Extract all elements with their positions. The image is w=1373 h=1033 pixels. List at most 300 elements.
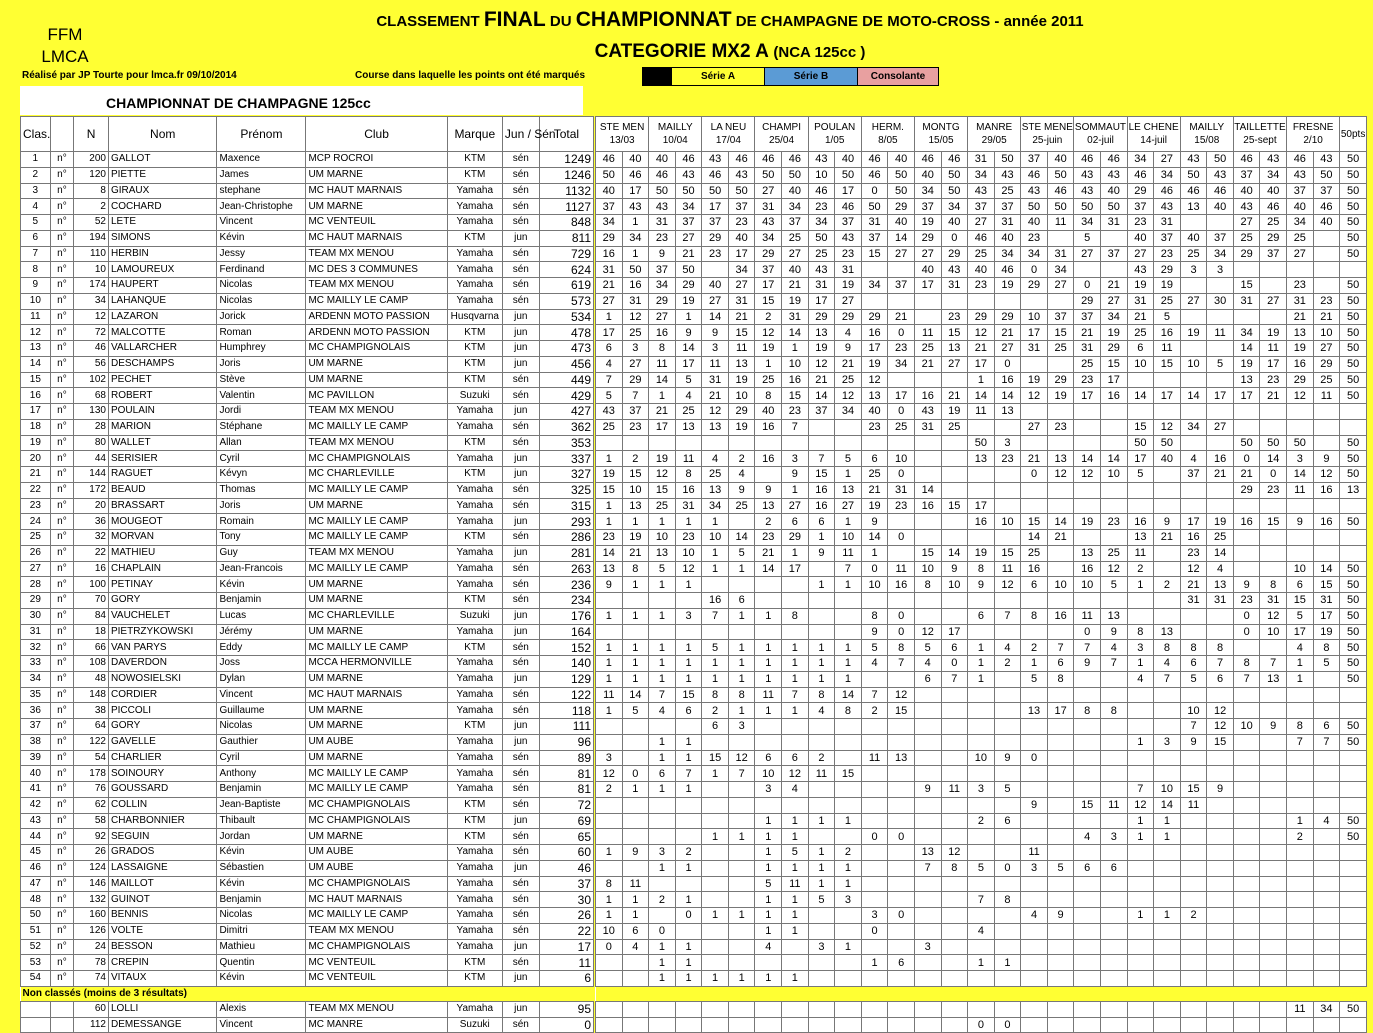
rider-first-name: Jessy	[217, 246, 306, 262]
race-points-a: 14	[861, 530, 888, 546]
race-points-a: 17	[808, 293, 835, 309]
race-points-a	[914, 593, 941, 609]
race-points-a	[702, 734, 729, 750]
race-points-a: 40	[914, 167, 941, 183]
race-points-b: 21	[994, 325, 1021, 341]
race-points-a: 34	[1021, 246, 1048, 262]
race-points-a	[1180, 860, 1207, 876]
race-points-a: 3	[1021, 860, 1048, 876]
race-points-b: 15	[1154, 356, 1181, 372]
race-points-a: 5	[702, 640, 729, 656]
rider-first-name: Jorick	[217, 309, 306, 325]
race-points-a: 1	[702, 829, 729, 845]
race-points-b	[941, 892, 968, 908]
race-points-b: 14	[888, 230, 915, 246]
age-class: jun	[502, 734, 539, 750]
race-header: TAILLETTE 25-sept	[1233, 117, 1286, 152]
race-points-b: 29	[1260, 230, 1287, 246]
race-points-a: 1	[1127, 813, 1154, 829]
race-points-b: 40	[888, 215, 915, 231]
rider-number: 26	[74, 845, 109, 861]
race-points-a: 50	[968, 435, 995, 451]
table-row	[21, 167, 594, 183]
standings-table	[20, 116, 594, 1033]
race-points-b: 1	[622, 892, 649, 908]
club: MC VENTEUIL	[306, 215, 447, 231]
race-points-a: 7	[702, 608, 729, 624]
column-header: Total	[539, 117, 593, 152]
race-points-a: 9	[1287, 514, 1314, 530]
race-points-b: 25	[994, 183, 1021, 199]
race-points-b: 8	[1100, 703, 1127, 719]
race-points-b	[941, 293, 968, 309]
race-points-b	[1047, 1001, 1074, 1017]
club: MC MAILLY LE CAMP	[306, 782, 447, 798]
race-points-b: 13	[1154, 624, 1181, 640]
bonus-points: 50	[1340, 608, 1367, 624]
race-points-b: 14	[675, 341, 702, 357]
rider-first-name: Benjamin	[217, 782, 306, 798]
race-points-a	[1287, 782, 1314, 798]
total-points: 37	[539, 876, 593, 892]
race-points-b: 16	[1313, 482, 1340, 498]
race-points-b	[675, 1017, 702, 1033]
race-points-a: 34	[1180, 419, 1207, 435]
race-points-a	[1233, 750, 1260, 766]
race-points-a: 1	[596, 908, 623, 924]
race-points-b: 40	[1207, 199, 1234, 215]
race-points-b: 29	[941, 246, 968, 262]
total-points: 286	[539, 530, 593, 546]
race-points-b: 6	[782, 514, 809, 530]
race-points-b: 1	[728, 829, 755, 845]
race-points-b: 13	[941, 341, 968, 357]
race-points-a	[649, 908, 676, 924]
race-points-b: 11	[1154, 341, 1181, 357]
race-points-b	[1313, 278, 1340, 294]
race-points-a: 19	[1233, 356, 1260, 372]
race-points-a: 19	[755, 341, 782, 357]
race-header: STE MEN 13/03	[596, 117, 649, 152]
race-points-a: 7	[861, 687, 888, 703]
race-points-b	[1260, 561, 1287, 577]
race-points-a: 21	[1074, 325, 1101, 341]
club: TEAM MX MENOU	[306, 545, 447, 561]
total-points: 236	[539, 577, 593, 593]
race-points-b: 5	[835, 451, 862, 467]
race-points-b	[728, 876, 755, 892]
race-points-b: 25	[1100, 545, 1127, 561]
rider-last-name: GALLOT	[108, 152, 216, 168]
points-row	[596, 593, 1367, 609]
race-points-b: 23	[888, 341, 915, 357]
table-row	[21, 545, 594, 561]
rider-last-name: MATHIEU	[108, 545, 216, 561]
race-points-a	[861, 671, 888, 687]
race-points-b	[1154, 467, 1181, 483]
race-points-b: 14	[835, 687, 862, 703]
race-points-b: 1	[728, 671, 755, 687]
race-points-b	[1207, 1001, 1234, 1017]
race-points-b	[622, 734, 649, 750]
race-points-a: 12	[649, 467, 676, 483]
race-points-a: 9	[649, 246, 676, 262]
race-points-b: 10	[1313, 325, 1340, 341]
club: MCCA HERMONVILLE	[306, 656, 447, 672]
race-points-a	[1127, 892, 1154, 908]
race-points-a: 8	[861, 608, 888, 624]
race-points-b	[941, 482, 968, 498]
race-points-b	[888, 545, 915, 561]
race-points-b	[782, 593, 809, 609]
race-points-a: 34	[1074, 215, 1101, 231]
race-points-b: 1	[782, 545, 809, 561]
race-points-b	[1047, 845, 1074, 861]
race-points-b	[941, 451, 968, 467]
race-points-b	[1100, 530, 1127, 546]
race-points-b: 1	[835, 876, 862, 892]
race-points-b	[728, 813, 755, 829]
race-points-b: 1	[675, 782, 702, 798]
race-points-b: 13	[1260, 671, 1287, 687]
race-points-a: 19	[861, 356, 888, 372]
race-points-a	[755, 467, 782, 483]
rider-last-name: DESCHAMPS	[108, 356, 216, 372]
race-points-b: 10	[835, 530, 862, 546]
race-points-b	[1100, 687, 1127, 703]
race-points-a: 7	[1074, 640, 1101, 656]
bonus-points: 50	[1340, 246, 1367, 262]
rider-last-name: DEMESSANGE	[108, 1017, 216, 1033]
race-points-a: 50	[861, 199, 888, 215]
race-points-a: 27	[1233, 215, 1260, 231]
race-points-a	[1233, 703, 1260, 719]
race-points-b: 34	[1047, 262, 1074, 278]
race-points-b	[1047, 356, 1074, 372]
race-points-b	[1100, 262, 1127, 278]
race-points-b: 7	[728, 766, 755, 782]
total-points: 0	[539, 1017, 593, 1033]
race-points-a: 1	[1287, 813, 1314, 829]
total-points: 449	[539, 372, 593, 388]
race-points-a: 19	[808, 341, 835, 357]
brand: KTM	[447, 955, 502, 971]
points-row	[596, 923, 1367, 939]
race-points-a: 17	[1180, 514, 1207, 530]
race-points-a	[808, 593, 835, 609]
race-points-a: 1	[755, 908, 782, 924]
race-points-b: 23	[1154, 246, 1181, 262]
race-points-b: 1	[622, 671, 649, 687]
race-points-a: 6	[1127, 341, 1154, 357]
race-points-b	[888, 860, 915, 876]
race-points-a: 23	[649, 230, 676, 246]
race-points-b: 9	[941, 561, 968, 577]
race-points-a	[702, 892, 729, 908]
race-points-a: 16	[755, 419, 782, 435]
bonus-points: 50	[1340, 152, 1367, 168]
race-points-a	[914, 892, 941, 908]
rider-number: 78	[74, 955, 109, 971]
age-class: jun	[502, 404, 539, 420]
race-points-b: 0	[941, 656, 968, 672]
race-points-a: 43	[702, 152, 729, 168]
race-points-b: 10	[1047, 577, 1074, 593]
bonus-points: 50	[1340, 577, 1367, 593]
rank: 42	[21, 797, 51, 813]
race-points-b	[941, 435, 968, 451]
race-points-b	[675, 829, 702, 845]
race-points-a	[1180, 750, 1207, 766]
race-points-a	[968, 797, 995, 813]
points-table	[595, 116, 1367, 1033]
bonus-points: 13	[1340, 482, 1367, 498]
race-points-b	[1154, 545, 1181, 561]
points-row	[596, 829, 1367, 845]
race-points-a: 43	[808, 152, 835, 168]
race-points-b: 40	[994, 230, 1021, 246]
race-points-a: 6	[861, 451, 888, 467]
club: TEAM MX MENOU	[306, 435, 447, 451]
club: MC MAILLY LE CAMP	[306, 766, 447, 782]
race-points-a: 23	[1287, 278, 1314, 294]
race-points-b	[994, 829, 1021, 845]
spacer	[596, 986, 1367, 1001]
race-points-b	[1100, 813, 1127, 829]
race-points-b: 27	[941, 356, 968, 372]
race-points-a: 23	[1233, 593, 1260, 609]
race-points-b	[1260, 971, 1287, 987]
race-points-b: 13	[888, 750, 915, 766]
club: TEAM MX MENOU	[306, 1001, 447, 1017]
race-points-b: 37	[1207, 230, 1234, 246]
race-points-b	[728, 435, 755, 451]
race-points-b: 1	[1154, 813, 1181, 829]
total-points: 325	[539, 482, 593, 498]
race-points-b: 40	[782, 183, 809, 199]
race-points-a: 13	[755, 498, 782, 514]
race-points-a	[1180, 971, 1207, 987]
club: MC MAILLY LE CAMP	[306, 561, 447, 577]
race-points-a	[1021, 1017, 1048, 1033]
rider-number: 56	[74, 356, 109, 372]
race-points-a: 16	[1127, 514, 1154, 530]
rider-last-name: GUINOT	[108, 892, 216, 908]
race-points-b: 27	[888, 246, 915, 262]
race-points-a: 40	[861, 404, 888, 420]
points-row	[596, 152, 1367, 168]
rank: 6	[21, 230, 51, 246]
race-points-b	[1260, 640, 1287, 656]
rank: 35	[21, 687, 51, 703]
race-points-b: 25	[1207, 530, 1234, 546]
race-points-b: 50	[1047, 199, 1074, 215]
race-points-a: 17	[1233, 388, 1260, 404]
number-prefix: n°	[50, 671, 74, 687]
race-points-a: 5	[808, 892, 835, 908]
race-points-a	[914, 514, 941, 530]
rider-number: 16	[74, 561, 109, 577]
rider-last-name: RAGUET	[108, 467, 216, 483]
brand: KTM	[447, 467, 502, 483]
race-points-b: 11	[1260, 341, 1287, 357]
points-row	[596, 608, 1367, 624]
race-points-a	[1233, 971, 1260, 987]
club: ARDENN MOTO PASSION	[306, 309, 447, 325]
race-points-b: 23	[1047, 419, 1074, 435]
race-points-b	[782, 797, 809, 813]
table-row	[21, 593, 594, 609]
race-points-a: 10	[702, 530, 729, 546]
race-points-b	[728, 923, 755, 939]
race-points-b	[1260, 908, 1287, 924]
rider-first-name: Kévin	[217, 577, 306, 593]
race-points-a: 40	[968, 262, 995, 278]
race-points-b: 34	[675, 199, 702, 215]
race-points-b	[1100, 955, 1127, 971]
brand: Yamaha	[447, 199, 502, 215]
race-points-a: 11	[914, 325, 941, 341]
race-points-b: 10	[1260, 624, 1287, 640]
race-points-a	[808, 624, 835, 640]
race-points-a: 5	[1180, 671, 1207, 687]
rank: 30	[21, 608, 51, 624]
club: MC CHAMPIGNOLAIS	[306, 939, 447, 955]
race-points-b	[1260, 498, 1287, 514]
race-points-b: 29	[1313, 356, 1340, 372]
race-points-a: 11	[596, 687, 623, 703]
race-points-a	[1021, 813, 1048, 829]
race-points-a	[808, 923, 835, 939]
race-points-a	[1021, 971, 1048, 987]
race-points-b	[622, 624, 649, 640]
rider-first-name: Kévin	[217, 845, 306, 861]
race-points-b: 6	[1100, 860, 1127, 876]
race-points-a: 27	[968, 215, 995, 231]
race-points-b: 27	[782, 498, 809, 514]
race-points-a	[702, 624, 729, 640]
race-points-b: 23	[1100, 514, 1127, 530]
race-points-b	[782, 577, 809, 593]
rider-number: 58	[74, 813, 109, 829]
brand: KTM	[447, 593, 502, 609]
race-points-a: 5	[861, 640, 888, 656]
race-points-a: 11	[702, 356, 729, 372]
race-points-b: 43	[622, 199, 649, 215]
race-points-b	[1207, 797, 1234, 813]
club: MC MAILLY LE CAMP	[306, 419, 447, 435]
race-points-b	[1154, 703, 1181, 719]
race-points-b: 50	[888, 167, 915, 183]
race-points-a: 1	[596, 309, 623, 325]
race-points-a: 37	[596, 199, 623, 215]
race-points-b: 23	[1260, 372, 1287, 388]
race-points-a	[1233, 892, 1260, 908]
race-points-b: 1	[782, 860, 809, 876]
race-points-a: 46	[1127, 167, 1154, 183]
race-header: LE CHENE 14-juil	[1127, 117, 1180, 152]
points-row	[596, 498, 1367, 514]
race-points-b: 46	[1047, 183, 1074, 199]
race-points-a: 1	[596, 671, 623, 687]
race-points-b: 27	[622, 356, 649, 372]
race-points-a	[914, 293, 941, 309]
race-points-a	[808, 797, 835, 813]
race-points-b: 17	[622, 183, 649, 199]
race-points-a	[914, 1001, 941, 1017]
rider-number: 200	[74, 152, 109, 168]
rider-first-name: Stéphane	[217, 419, 306, 435]
race-points-a: 40	[1287, 199, 1314, 215]
rider-first-name: Guy	[217, 545, 306, 561]
race-points-a: 13	[1287, 325, 1314, 341]
race-points-b: 37	[835, 215, 862, 231]
race-points-b	[675, 719, 702, 735]
race-points-b: 3	[1100, 829, 1127, 845]
race-points-a: 27	[649, 309, 676, 325]
race-points-a: 29	[702, 230, 729, 246]
brand: Yamaha	[447, 703, 502, 719]
race-points-b: 1	[782, 892, 809, 908]
race-points-a: 1	[755, 860, 782, 876]
race-points-a: 12	[702, 404, 729, 420]
race-points-a: 25	[1287, 230, 1314, 246]
points-row	[596, 545, 1367, 561]
race-points-a	[808, 561, 835, 577]
race-points-b: 19	[1154, 278, 1181, 294]
club: UM MARNE	[306, 719, 447, 735]
club: MC MAILLY LE CAMP	[306, 514, 447, 530]
rider-first-name: Joris	[217, 356, 306, 372]
rider-first-name: stephane	[217, 183, 306, 199]
race-points-b	[728, 939, 755, 955]
race-points-b	[888, 782, 915, 798]
race-points-b: 50	[1100, 199, 1127, 215]
rider-first-name: Thibault	[217, 813, 306, 829]
race-points-b: 12	[1313, 467, 1340, 483]
race-points-a: 14	[808, 388, 835, 404]
race-points-b: 6	[994, 813, 1021, 829]
race-points-b	[1154, 876, 1181, 892]
rider-first-name: Joris	[217, 498, 306, 514]
club: MC HAUT MARNAIS	[306, 687, 447, 703]
race-points-a: 3	[596, 750, 623, 766]
race-points-a: 2	[755, 309, 782, 325]
club: MC MAILLY LE CAMP	[306, 908, 447, 924]
table-row	[21, 451, 594, 467]
race-points-a	[1287, 845, 1314, 861]
race-points-a: 11	[1127, 545, 1154, 561]
race-points-a	[1180, 845, 1207, 861]
race-points-b	[1260, 1017, 1287, 1033]
race-points-b: 1	[782, 482, 809, 498]
race-points-a: 0	[1233, 608, 1260, 624]
club: TEAM MX MENOU	[306, 246, 447, 262]
race-points-b: 1	[994, 955, 1021, 971]
race-points-a: 16	[914, 498, 941, 514]
race-points-a: 1	[755, 640, 782, 656]
rank: 1	[21, 152, 51, 168]
race-points-a	[968, 293, 995, 309]
race-points-a	[914, 908, 941, 924]
race-points-a: 37	[1074, 309, 1101, 325]
rider-last-name: SOINOURY	[108, 766, 216, 782]
race-points-a: 1	[649, 656, 676, 672]
table-row	[21, 860, 594, 876]
race-points-a: 8	[649, 341, 676, 357]
number-prefix: n°	[50, 656, 74, 672]
race-points-a	[755, 624, 782, 640]
